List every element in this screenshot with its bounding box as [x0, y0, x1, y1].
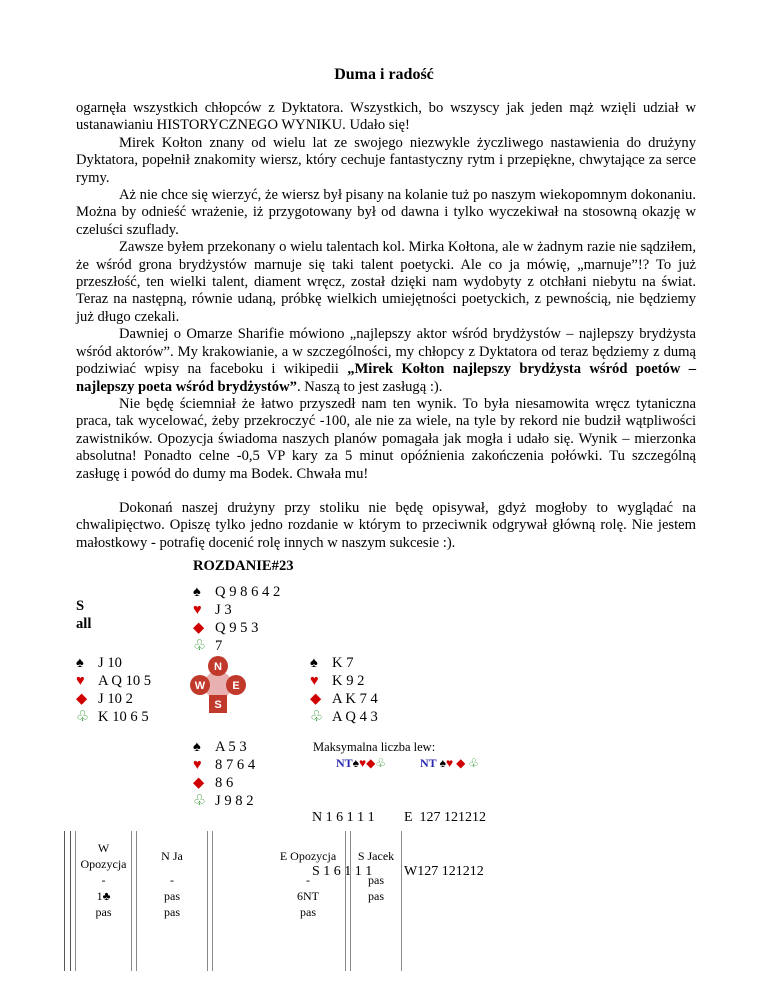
club-icon: ♧ — [310, 709, 324, 725]
heart-icon: ♥ — [359, 756, 367, 770]
paragraph: Zawsze byłem przekonany o wielu talentach kol. Mirka Kołtona, ale w żadnym razie nie sądziłem, że wśród grona brydżystów marnuje się taki talent poetycki. Ale co ja mówię, „marnuje”!? To już przeszłość, ten wielki talent, diament wręcz, został dzięki nam wydobyty z otchłani niebytu na świat. Teraz na następną, równie udaną, próbkę wielkich umiejętności poetyckich, z pewnością, nie będziemy już długo czekali. — [76, 239, 696, 325]
spade-icon: ♠ — [76, 655, 84, 671]
diamond-icon: ◆ — [310, 691, 322, 707]
north-hand: ♠ Q 9 8 6 4 2 ♥ J 3 ◆ Q 9 5 3 ♧ 7 — [193, 584, 281, 654]
deal-info — [76, 597, 91, 633]
heart-icon: ♥ — [446, 756, 454, 770]
heart-icon: ♥ — [310, 673, 319, 689]
heart-icon: ♥ — [193, 757, 202, 773]
tricks-suits-ew: NT ♠♥ ◆ ♧ — [420, 756, 480, 770]
club-icon: ♧ — [193, 793, 207, 809]
diamond-icon: ◆ — [366, 756, 376, 770]
paragraph: Dawniej o Omarze Sharifie mówiono „najlepszy aktor wśród brydżystów – najlepszy brydżysta wśród aktorów”. My krakowianie, a w szczególności, my chłopcy z Dyktatora od teraz będziemy z dumą podziwiać wpisy na faceboku i wikipedii „Mirek Kołton najlepszy brydżysta wśród poetów – najlepszy poeta wśród brydżystów”. Naszą to jest zasługą :). — [76, 326, 696, 395]
vulnerability-label: all — [76, 616, 92, 632]
bold-quote: „Mirek Kołton najlepszy brydżysta wśród poetów – najlepszy poeta wśród brydżystów” — [76, 361, 696, 395]
diamond-icon: ◆ — [193, 620, 205, 636]
svg-text:S: S — [214, 699, 222, 711]
south-hand: ♠ A 5 3 ♥ 8 7 6 4 ◆ 8 6 ♧ J 9 8 2 — [193, 739, 256, 809]
tricks-ew: E 127 121212 W127 121212 — [404, 810, 487, 879]
article-body — [76, 100, 696, 552]
paragraph: Nie będę ściemniał że łatwo przyszedł nam ten wynik. To była niesamowita wręcz tytaniczna praca, tak wycelować, żeby przekroczyć -100, ale nie za wiele, na tyle by rekord nie budził wątpliwości zawistników. Opozycja świadoma naszych planów pomagała jak mogła i udało się. Wynik – mierzonka absolutna! Ponadto celne -0,5 VP kary za 5 minut opóźnienia zakończenia połówki. Tu szczególną zasługę i powód do dumy ma Bodek. Chwała mu! — [76, 395, 696, 482]
spade-icon: ♠ — [310, 655, 318, 671]
tricks-suits-ns: NT♠♥◆♧ — [336, 756, 387, 770]
club-icon: ♧ — [193, 638, 207, 654]
tricks-ns: N 1 6 1 1 1 S 1 6 1 1 1 — [312, 810, 375, 879]
tricks-header: Maksymalna liczba lew: — [313, 740, 436, 754]
paragraph: Mirek Kołton znany od wielu lat ze swojego niezwykle życzliwego nastawienia do drużyny Dyktatora, popełnił znakomity wiersz, który cechuje fantastyczny rytm i przepiękne, chwytające za serce rymy. — [76, 134, 696, 186]
club-icon: ♧ — [76, 709, 90, 725]
bid-col-n: N Ja - pas pas — [161, 849, 183, 919]
page-title: Duma i radość — [334, 66, 434, 83]
heart-icon: ♥ — [76, 673, 85, 689]
dealer-label: S — [76, 598, 85, 614]
east-hand: ♠ K 7 ♥ K 9 2 ◆ A K 7 4 ♧ A Q 4 3 — [310, 655, 378, 725]
bid-col-w: W Opozycja - 1♣ pas — [80, 841, 127, 919]
bid-col-s: S Jacek pas pas — [357, 849, 395, 903]
spade-icon: ♠ — [193, 584, 201, 600]
diamond-icon: ◆ — [456, 756, 466, 770]
diamond-icon: ◆ — [193, 775, 205, 791]
spade-icon: ♠ — [193, 739, 201, 755]
spade-icon: ♠ — [439, 756, 447, 770]
paragraph: ogarnęła wszystkich chłopców z Dyktatora. Wszystkich, bo wszyscy jak jeden mąż wzięli udział w ustanawianiu HISTORYCZNEGO WYNIKU. Udało się! — [76, 100, 696, 134]
paragraph: Aż nie chce się wierzyć, że wiersz był pisany na kolanie tuż po naszym wiekopomnym dokonaniu. Można by odnieść wrażenie, iż przygotowany był od dawna i tylko wyczekiwał na stosowną okazję w czeluści szuflady. — [76, 187, 696, 238]
club-icon: ♧ — [375, 756, 387, 770]
svg-text:E: E — [232, 680, 240, 692]
club-icon: ♧ — [468, 756, 480, 770]
svg-text:W: W — [194, 680, 206, 692]
deal-title: ROZDANIE#23 — [193, 558, 294, 574]
compass-icon — [187, 654, 249, 716]
bid-col-e: E Opozycja - 6NT pas — [279, 849, 337, 919]
west-hand: ♠ J 10 ♥ A Q 10 5 ◆ J 10 2 ♧ K 10 6 5 — [76, 655, 152, 725]
svg-text:N: N — [214, 661, 222, 673]
paragraph: Dokonań naszej drużyny przy stoliku nie będę opisywał, gdyż mogłoby to wyglądać na chwalipięctwo. Opiszę tylko jedno rozdanie w którym to przeciwnik odgrywał główną rolę. Nie jestem małostkowy - potrafię docenić rolę innych w naszym sukcesie :). — [76, 499, 696, 551]
heart-icon: ♥ — [193, 602, 202, 618]
diamond-icon: ◆ — [76, 691, 88, 707]
spade-icon: ♠ — [352, 756, 360, 770]
